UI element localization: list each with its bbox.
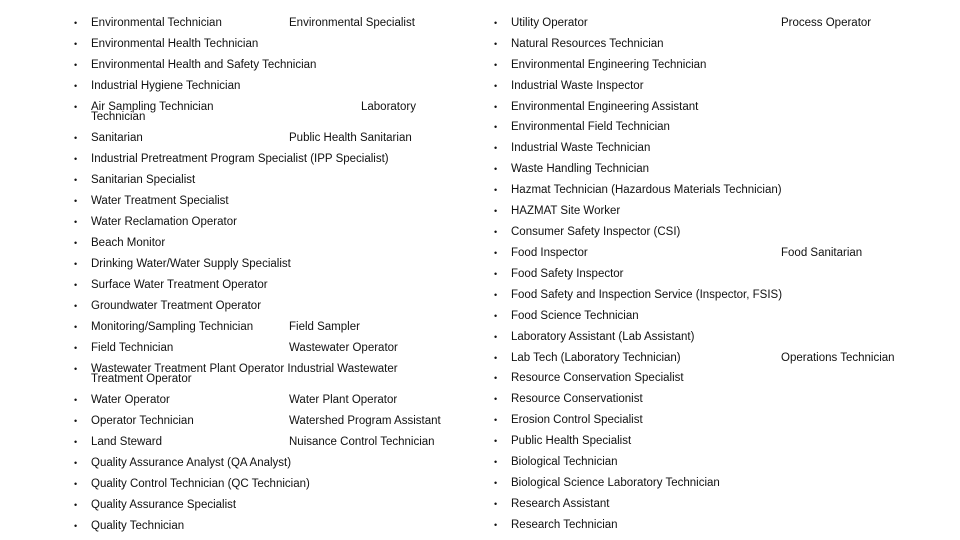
right-list-item: Environmental Engineering Assistant bbox=[511, 101, 699, 113]
right-list-item: Erosion Control Specialist bbox=[511, 414, 643, 426]
bullet-icon: • bbox=[494, 499, 498, 509]
bullet-icon: • bbox=[494, 18, 498, 28]
left-list-item-continuation: Technician bbox=[91, 111, 146, 123]
right-list-item: Biological Science Laboratory Technician bbox=[511, 477, 720, 489]
bullet-icon: • bbox=[494, 227, 498, 237]
right-list-item: Laboratory Assistant (Lab Assistant) bbox=[511, 331, 695, 343]
left-list-item: Drinking Water/Water Supply Specialist bbox=[91, 258, 291, 270]
right-list-item-secondary: Food Sanitarian bbox=[781, 247, 863, 259]
bullet-icon: • bbox=[494, 60, 498, 70]
left-list-item: Land Steward bbox=[91, 436, 162, 448]
bullet-icon: • bbox=[74, 238, 78, 248]
bullet-icon: • bbox=[74, 217, 78, 227]
bullet-icon: • bbox=[494, 164, 498, 174]
bullet-icon: • bbox=[74, 133, 78, 143]
bullet-icon: • bbox=[74, 154, 78, 164]
left-list-item: Field Technician bbox=[91, 342, 174, 354]
bullet-icon: • bbox=[74, 343, 78, 353]
left-list-item-secondary: Laboratory bbox=[361, 101, 416, 113]
bullet-icon: • bbox=[494, 311, 498, 321]
left-list-item: Quality Technician bbox=[91, 520, 185, 532]
bullet-icon: • bbox=[74, 280, 78, 290]
bullet-icon: • bbox=[494, 248, 498, 258]
bullet-icon: • bbox=[494, 290, 498, 300]
right-list-item: Research Technician bbox=[511, 519, 618, 531]
right-list-item: Utility Operator bbox=[511, 17, 588, 29]
left-list-item: Industrial Pretreatment Program Specialist (IPP Specialist) bbox=[91, 153, 389, 165]
bullet-icon: • bbox=[74, 102, 78, 112]
bullet-icon: • bbox=[74, 39, 78, 49]
left-list-item: Monitoring/Sampling Technician bbox=[91, 321, 254, 333]
bullet-icon: • bbox=[74, 458, 78, 468]
bullet-icon: • bbox=[494, 143, 498, 153]
bullet-icon: • bbox=[74, 416, 78, 426]
right-list-item: Food Safety and Inspection Service (Inspector, FSIS) bbox=[511, 289, 783, 301]
left-list-item: Environmental Health Technician bbox=[91, 38, 259, 50]
left-list-item: Beach Monitor bbox=[91, 237, 166, 249]
bullet-icon: • bbox=[494, 122, 498, 132]
right-list-item: Food Science Technician bbox=[511, 310, 639, 322]
left-list-item-secondary: Public Health Sanitarian bbox=[289, 132, 412, 144]
bullet-icon: • bbox=[74, 395, 78, 405]
bullet-icon: • bbox=[494, 457, 498, 467]
right-list-item: Waste Handling Technician bbox=[511, 163, 650, 175]
left-list-item: Quality Assurance Analyst (QA Analyst) bbox=[91, 457, 292, 469]
right-list-item: Research Assistant bbox=[511, 498, 610, 510]
right-list-item: Environmental Field Technician bbox=[511, 121, 670, 133]
bullet-icon: • bbox=[74, 196, 78, 206]
left-list-item-secondary: Water Plant Operator bbox=[289, 394, 398, 406]
right-list-item: Lab Tech (Laboratory Technician) bbox=[511, 352, 681, 364]
bullet-icon: • bbox=[494, 332, 498, 342]
right-list-item: Public Health Specialist bbox=[511, 435, 632, 447]
right-list-item: HAZMAT Site Worker bbox=[511, 205, 621, 217]
bullet-icon: • bbox=[494, 415, 498, 425]
left-list-item: Wastewater Treatment Plant Operator Industrial Wastewater bbox=[91, 363, 398, 375]
bullet-icon: • bbox=[494, 373, 498, 383]
bullet-icon: • bbox=[74, 301, 78, 311]
left-list-item: Sanitarian bbox=[91, 132, 143, 144]
left-list-item-secondary: Wastewater Operator bbox=[289, 342, 398, 354]
bullet-icon: • bbox=[494, 81, 498, 91]
bullet-icon: • bbox=[74, 18, 78, 28]
bullet-icon: • bbox=[74, 175, 78, 185]
bullet-icon: • bbox=[494, 394, 498, 404]
right-list-item: Consumer Safety Inspector (CSI) bbox=[511, 226, 681, 238]
bullet-icon: • bbox=[74, 364, 78, 374]
bullet-icon: • bbox=[494, 478, 498, 488]
bullet-icon: • bbox=[74, 259, 78, 269]
bullet-icon: • bbox=[494, 520, 498, 530]
left-list-item: Operator Technician bbox=[91, 415, 194, 427]
bullet-icon: • bbox=[494, 353, 498, 363]
left-list-item: Environmental Health and Safety Technician bbox=[91, 59, 317, 71]
left-list-item-secondary: Watershed Program Assistant bbox=[289, 415, 441, 427]
right-list-item: Resource Conservation Specialist bbox=[511, 372, 684, 384]
right-list-item: Natural Resources Technician bbox=[511, 38, 664, 50]
left-list-item: Surface Water Treatment Operator bbox=[91, 279, 268, 291]
bullet-icon: • bbox=[74, 479, 78, 489]
bullet-icon: • bbox=[74, 60, 78, 70]
right-list-item: Food Safety Inspector bbox=[511, 268, 624, 280]
left-list-item: Water Reclamation Operator bbox=[91, 216, 237, 228]
left-list-item-continuation: Treatment Operator bbox=[91, 373, 192, 385]
left-list-item: Water Operator bbox=[91, 394, 170, 406]
left-list-item: Industrial Hygiene Technician bbox=[91, 80, 241, 92]
left-list-item: Quality Control Technician (QC Technician) bbox=[91, 478, 310, 490]
right-list-item: Biological Technician bbox=[511, 456, 618, 468]
bullet-icon: • bbox=[494, 102, 498, 112]
right-list-item: Industrial Waste Inspector bbox=[511, 80, 644, 92]
right-list-item: Resource Conservationist bbox=[511, 393, 643, 405]
left-list-item-secondary: Environmental Specialist bbox=[289, 17, 415, 29]
bullet-icon: • bbox=[494, 436, 498, 446]
bullet-icon: • bbox=[494, 206, 498, 216]
left-list-item: Groundwater Treatment Operator bbox=[91, 300, 262, 312]
right-list-item-secondary: Operations Technician bbox=[781, 352, 895, 364]
left-list-item: Sanitarian Specialist bbox=[91, 174, 196, 186]
bullet-icon: • bbox=[74, 500, 78, 510]
left-list-item-secondary: Field Sampler bbox=[289, 321, 360, 333]
bullet-icon: • bbox=[494, 269, 498, 279]
left-list-item: Quality Assurance Specialist bbox=[91, 499, 237, 511]
right-list-item: Industrial Waste Technician bbox=[511, 142, 651, 154]
bullet-icon: • bbox=[494, 39, 498, 49]
bullet-icon: • bbox=[74, 437, 78, 447]
left-list-item: Environmental Technician bbox=[91, 17, 222, 29]
right-list-item: Food Inspector bbox=[511, 247, 588, 259]
bullet-icon: • bbox=[74, 521, 78, 531]
bullet-icon: • bbox=[74, 322, 78, 332]
right-list-item: Hazmat Technician (Hazardous Materials Technician) bbox=[511, 184, 782, 196]
bullet-icon: • bbox=[74, 81, 78, 91]
right-list-item-secondary: Process Operator bbox=[781, 17, 872, 29]
right-list-item: Environmental Engineering Technician bbox=[511, 59, 707, 71]
left-list-item: Air Sampling Technician bbox=[91, 101, 214, 113]
left-list-item-secondary: Nuisance Control Technician bbox=[289, 436, 435, 448]
bullet-icon: • bbox=[494, 185, 498, 195]
left-list-item: Water Treatment Specialist bbox=[91, 195, 229, 207]
